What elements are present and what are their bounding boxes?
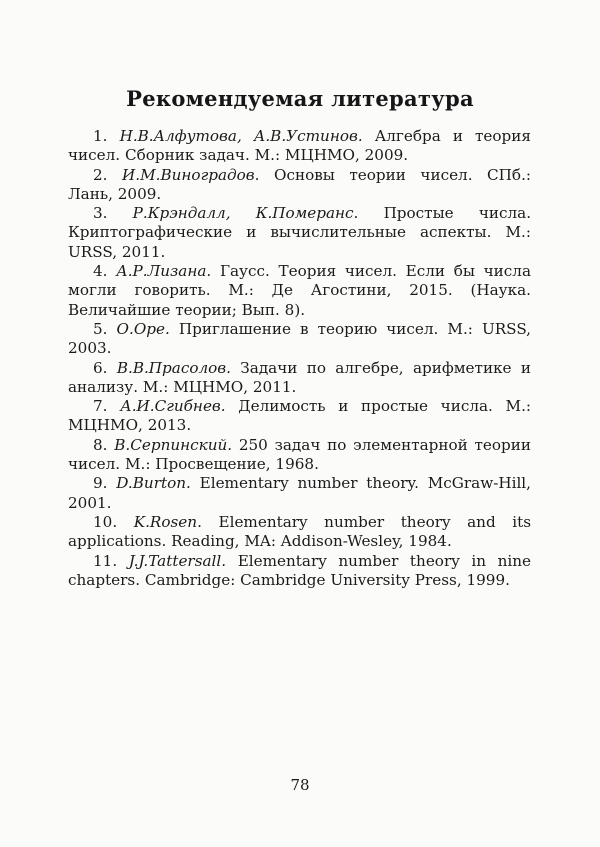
entry-authors: K.Rosen. [133, 512, 202, 531]
entry-authors: В.В.Прасолов. [116, 358, 231, 377]
bibliography-entry [68, 127, 531, 166]
bibliography-entry [68, 474, 531, 513]
entry-number: 8. [93, 435, 108, 454]
bibliography-entry [68, 359, 531, 398]
entry-text: Гаусс. Теория чисел. Если бы числа могли говорить. М.: Де Агостини, 2015. (Наука. Величайшие теории; Вып. 8). [68, 262, 532, 319]
page-title: Рекомендуемая литература [126, 86, 474, 111]
entry-number: 10. [93, 512, 118, 531]
entry-authors: D.Burton. [116, 474, 191, 493]
entry-text: 250 задач по элементарной теории чисел. М.: Просвещение, 1968. [68, 435, 532, 474]
entry-number: 9. [93, 474, 108, 493]
bibliography-list [68, 127, 531, 590]
bibliography-entry [68, 166, 531, 205]
entry-text: Elementary number theory in nine chapters. Cambridge: Cambridge University Press, 1999. [68, 551, 532, 589]
bibliography-entry [68, 262, 531, 320]
entry-authors: И.М.Виноградов. [122, 165, 260, 184]
entry-number: 1. [93, 127, 108, 145]
entry-text: Задачи по алгебре, арифметике и анализу. М.: МЦНМО, 2011. [68, 358, 531, 396]
bibliography-entry [68, 320, 531, 359]
entry-number: 11. [93, 551, 118, 570]
entry-authors: J.J.Tattersall. [128, 551, 227, 570]
entry-authors: В.Серпинский. [114, 435, 233, 454]
entry-number: 4. [93, 262, 108, 281]
entry-number: 3. [93, 204, 108, 223]
entry-text: Elementary number theory and its applications. Reading, MA: Addison-Wesley, 1984. [68, 512, 532, 551]
bibliography-entry [68, 552, 531, 591]
entry-text: Алгебра и теория чисел. Сборник задач. М.: МЦНМО, 2009. [68, 127, 531, 165]
bibliography-entry [68, 436, 531, 475]
entry-text: Elementary number theory. McGraw-Hill, 2001. [68, 474, 531, 512]
page-number: 78 [290, 776, 310, 794]
entry-number: 5. [93, 319, 108, 338]
entry-authors: А.И.Сгибнев. [120, 397, 226, 416]
entry-authors: Н.В.Алфутова, А.В.Устинов. [119, 127, 363, 145]
entry-text: Делимость и простые числа. М.: МЦНМО, 2013. [68, 397, 532, 435]
entry-authors: О.Оре. [116, 319, 170, 338]
bibliography-entry [68, 397, 531, 436]
entry-authors: Р.Крэндалл, К.Померанс. [132, 204, 359, 223]
bibliography-entry [68, 204, 531, 262]
entry-number: 6. [93, 358, 108, 377]
entry-authors: А.Р.Лизана. [116, 262, 212, 281]
entry-text: Основы теории чисел. СПб.: Лань, 2009. [68, 165, 532, 203]
entry-number: 7. [93, 397, 108, 416]
bibliography-entry [68, 513, 531, 552]
entry-text: Приглашение в теорию чисел. М.: URSS, 2003. [68, 319, 532, 358]
entry-text: Простые числа. Криптографические и вычислительные аспекты. М.: URSS, 2011. [68, 204, 532, 261]
entry-number: 2. [93, 165, 108, 184]
